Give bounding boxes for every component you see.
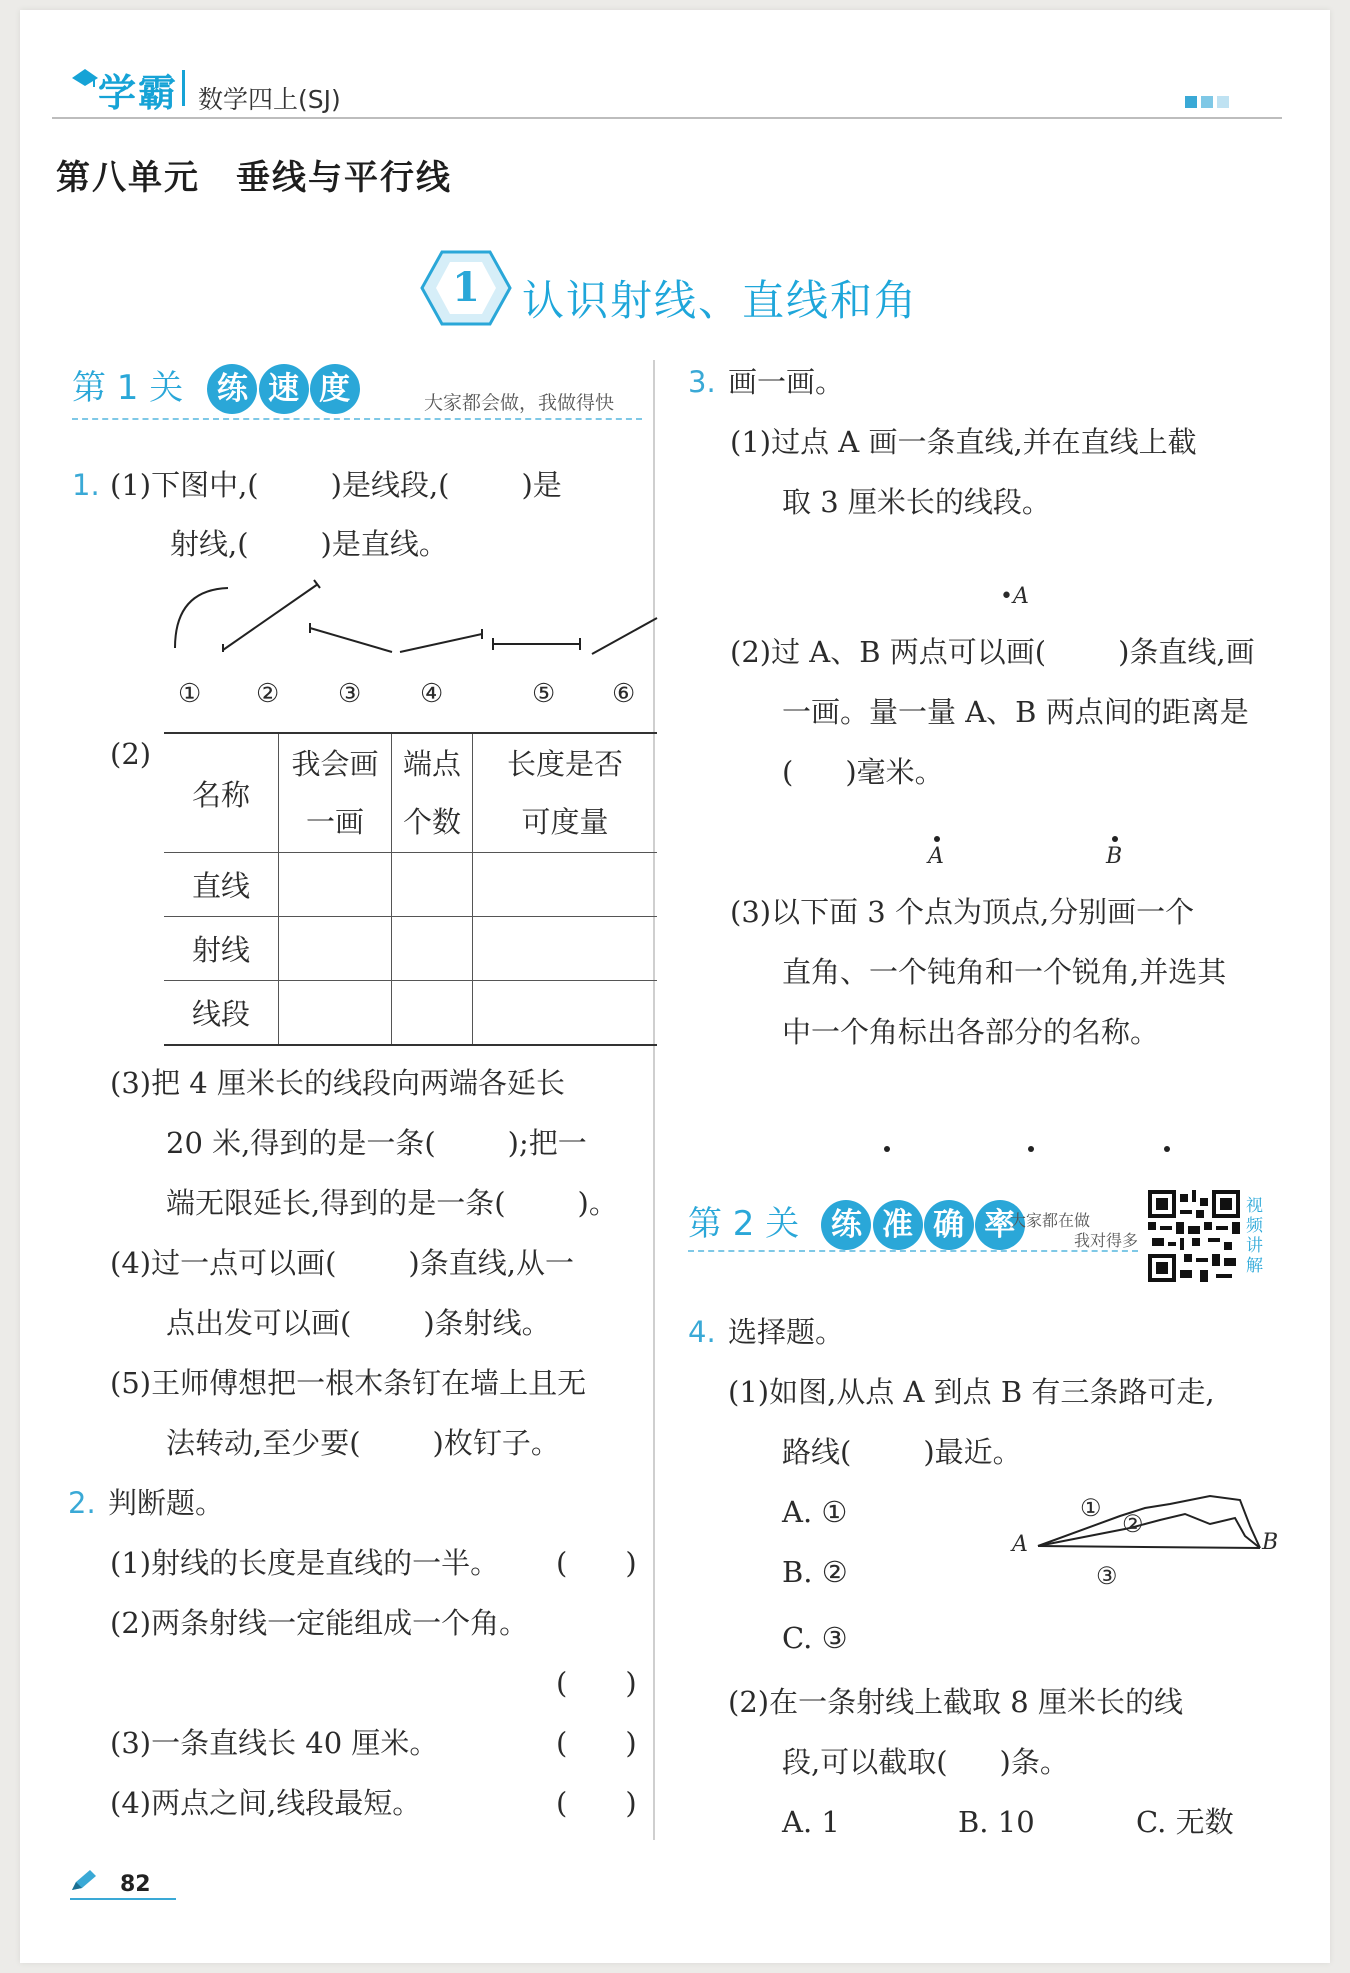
figure-segment-3 [310, 628, 392, 652]
vertex-point [1028, 1146, 1034, 1152]
q2-item: (3)一条直线长 40 厘米。 [110, 1726, 439, 1760]
table-row-label: 射线 [164, 917, 279, 981]
q3-label-a: A [928, 844, 944, 869]
q1-part4-line2: 点出发可以画( )条射线。 [166, 1306, 551, 1340]
level1-header [72, 360, 356, 414]
q3-part3-line2: 直角、一个钝角和一个锐角,并选其 [782, 955, 1227, 989]
table-cell-blank[interactable] [279, 853, 392, 917]
q3-label-b: B [1106, 844, 1123, 869]
table-cell-blank[interactable] [392, 853, 473, 917]
figure-label-3: ③ [338, 679, 362, 709]
route-label-b: B [1262, 1530, 1279, 1555]
table-cell-blank[interactable] [279, 981, 392, 1046]
figure-label-2: ② [256, 679, 280, 709]
figure-segment-4 [400, 634, 482, 652]
level1-bubble: 速 [259, 364, 309, 414]
lesson-title: 认识射线、直线和角 [522, 276, 919, 325]
q3-part3-line3: 中一个角标出各部分的名称。 [782, 1015, 1160, 1049]
q3-part1-line2: 取 3 厘米长的线段。 [782, 485, 1051, 519]
level2-bubble: 率 [975, 1200, 1025, 1250]
level1-tagline: 大家都会做，我做得快 [424, 392, 615, 414]
q3-part1-line1: (1)过点 A 画一条直线,并在直线上截 [730, 425, 1197, 459]
level1-bubble: 练 [207, 364, 257, 414]
level2-underline [688, 1250, 1138, 1252]
level2-bubble: 练 [821, 1200, 871, 1250]
level1-bubble: 度 [310, 364, 360, 414]
lesson-number: 1 [452, 264, 480, 311]
q4-part1-line2: 路线( )最近。 [782, 1435, 1022, 1469]
q3-part2-line3: ( )毫米。 [782, 755, 944, 789]
figure-segment-2 [223, 584, 318, 650]
qr-side-label: 视 频 讲 解 [1246, 1196, 1263, 1276]
route-path-2 [1038, 1514, 1260, 1548]
unit-title: 第八单元 垂线与平行线 [56, 158, 452, 198]
q2-item: (2)两条射线一定能组成一个角。 [110, 1606, 529, 1640]
table-cell-blank[interactable] [473, 981, 658, 1046]
figure-label-6: ⑥ [612, 679, 636, 709]
q2-number: 2. [68, 1486, 96, 1520]
footer-rule [70, 1898, 176, 1900]
figure-label-5: ⑤ [532, 679, 556, 709]
q2-title: 判断题。 [108, 1486, 225, 1520]
level1-label: 第 1 关 [72, 368, 184, 408]
brand-separator [182, 70, 185, 106]
table-header-endpoints: 端点 个数 [392, 733, 473, 853]
table-cell-blank[interactable] [473, 917, 658, 981]
q1-part3-line2: 20 米,得到的是一条( );把一 [166, 1126, 587, 1160]
q4-number: 4. [688, 1315, 716, 1349]
level1-underline [72, 418, 642, 420]
pencil-icon [70, 1868, 98, 1896]
table-header-name: 名称 [164, 733, 279, 853]
level2-bubble: 准 [873, 1200, 923, 1250]
brand-logo-icon [70, 66, 100, 92]
q1-part2-label: (2) [110, 737, 152, 771]
table-cell-blank[interactable] [392, 981, 473, 1046]
route-label-2: ② [1122, 1510, 1144, 1538]
q2-answer-paren[interactable]: ( ) [556, 1786, 637, 1820]
q4-part1-line1: (1)如图,从点 A 到点 B 有三条路可走, [728, 1375, 1215, 1409]
q3-point-a-dot [934, 836, 940, 842]
table-cell-blank[interactable] [473, 853, 658, 917]
q3-point-b-dot [1112, 836, 1118, 842]
q3-title: 画一画。 [728, 365, 845, 399]
route-label-1: ① [1080, 1494, 1102, 1522]
table-row-label: 直线 [164, 853, 279, 917]
q1-part1-line1: (1)下图中,( )是线段,( )是 [110, 468, 562, 502]
q1-part3-line1: (3)把 4 厘米长的线段向两端各延长 [110, 1066, 565, 1100]
figure-curve [175, 588, 228, 648]
level2-bubble: 确 [924, 1200, 974, 1250]
q3-part3-line1: (3)以下面 3 个点为顶点,分别画一个 [730, 895, 1195, 929]
level2-tagline1: 大家都在做 [1010, 1211, 1091, 1230]
qr-code-icon[interactable] [1148, 1190, 1240, 1286]
q4-option[interactable]: C. ③ [782, 1621, 848, 1655]
q4-part2-line2: 段,可以截取( )条。 [782, 1745, 1069, 1779]
header-decoration-squares [1185, 93, 1233, 112]
level2-label: 第 2 关 [688, 1204, 800, 1244]
book-title: 数学四上(SJ) [198, 85, 341, 114]
route-label-a: A [1012, 1532, 1028, 1557]
q4-option[interactable]: A. ① [782, 1495, 848, 1529]
q4-routes-figure [1010, 1486, 1280, 1610]
table-cell-blank[interactable] [279, 917, 392, 981]
q3-part2-line1: (2)过 A、B 两点可以画( )条直线,画 [730, 635, 1255, 669]
q3-point-a: •A [1000, 584, 1029, 609]
route-label-3: ③ [1096, 1562, 1118, 1590]
q1-number: 1. [72, 468, 100, 502]
table-cell-blank[interactable] [392, 917, 473, 981]
table-row-label: 线段 [164, 981, 279, 1046]
q1-part5-line1: (5)王师傅想把一根木条钉在墙上且无 [110, 1366, 587, 1400]
q2-answer-paren[interactable]: ( ) [556, 1726, 637, 1760]
q3-part2-line2: 一画。量一量 A、B 两点间的距离是 [782, 695, 1249, 729]
q1-part5-line2: 法转动,至少要( )枚钉子。 [166, 1426, 560, 1460]
q4-option[interactable]: B. 10 [958, 1805, 1035, 1839]
q4-option[interactable]: B. ② [782, 1555, 848, 1589]
q4-option[interactable]: A. 1 [782, 1805, 840, 1839]
q1-table [164, 732, 657, 1046]
q4-option[interactable]: C. 无数 [1136, 1805, 1234, 1839]
q4-title: 选择题。 [728, 1315, 845, 1349]
route-line-3 [1038, 1546, 1260, 1548]
q1-part3-line3: 端无限延长,得到的是一条( )。 [166, 1186, 618, 1220]
brand-name: 学霸 [98, 71, 179, 115]
q1-lines-figure [160, 578, 660, 722]
q2-answer-paren[interactable]: ( ) [556, 1546, 637, 1580]
q2-answer-paren[interactable]: ( ) [556, 1666, 637, 1700]
figure-segment-6 [592, 618, 657, 654]
vertex-point [884, 1146, 890, 1152]
table-header-measurable: 长度是否 可度量 [473, 733, 658, 853]
q2-item: (1)射线的长度是直线的一半。 [110, 1546, 500, 1580]
figure-label-4: ④ [420, 679, 444, 709]
q1-part4-line1: (4)过一点可以画( )条直线,从一 [110, 1246, 574, 1280]
q2-item: (4)两点之间,线段最短。 [110, 1786, 422, 1820]
table-header-draw: 我会画 一画 [279, 733, 392, 853]
page-number: 82 [120, 1872, 151, 1897]
figure-label-1: ① [178, 679, 202, 709]
vertex-point [1164, 1146, 1170, 1152]
q3-number: 3. [688, 365, 716, 399]
lesson-number-badge [420, 248, 512, 332]
level2-tagline2: 我对得多 [1074, 1231, 1139, 1250]
q1-part1-line2: 射线,( )是直线。 [170, 527, 448, 561]
header-rule [52, 117, 1282, 119]
q4-part2-line1: (2)在一条射线上截取 8 厘米长的线 [728, 1685, 1183, 1719]
level2-header [688, 1196, 1021, 1250]
